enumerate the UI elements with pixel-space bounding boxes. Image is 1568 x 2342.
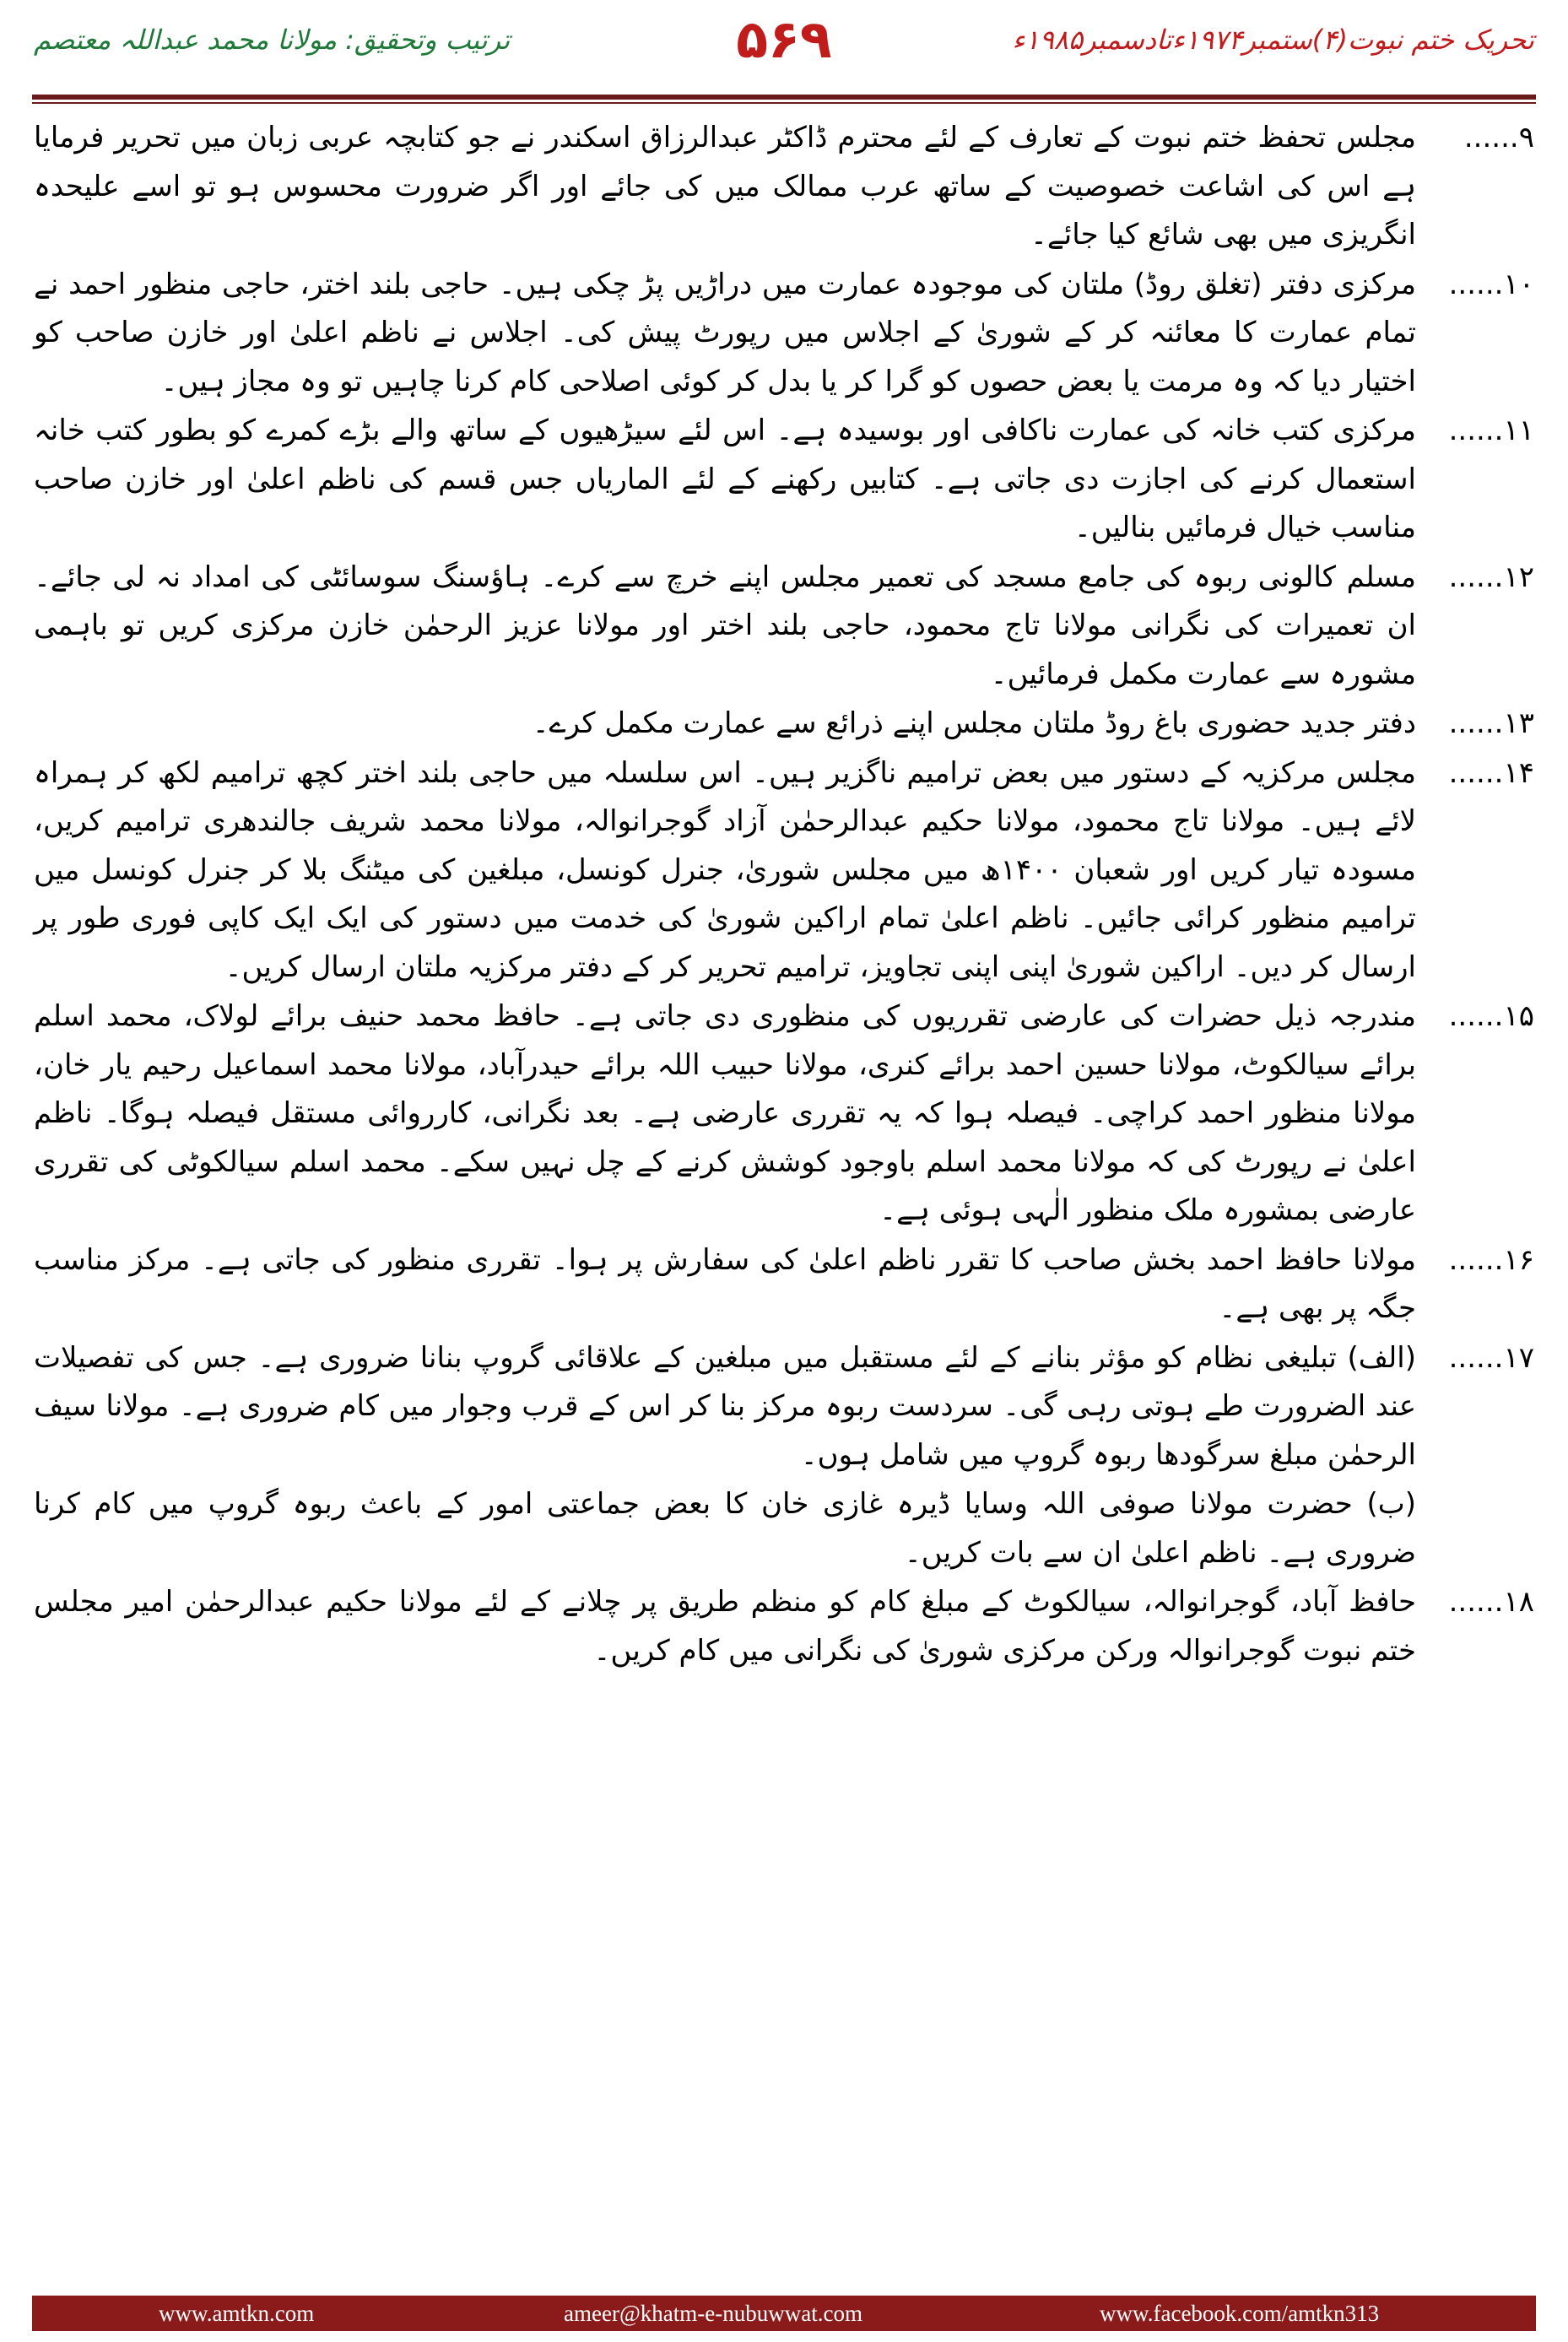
list-item [34,114,1534,260]
page-footer [32,2296,1536,2331]
item-text: مرکزی دفتر (تغلق روڈ) ملتان کی موجودہ عمارت میں دراڑیں پڑ چکی ہیں۔ حاجی بلند اختر، حاجی منظور احمد نے تمام عمارت کا معائنہ کر کے شوریٰ کے اجلاس میں رپورٹ پیش کی۔ اجلاس نے ناظم اعلیٰ اور خازن صاحب کو اختیار دیا کہ وہ مرمت یا بعض حصوں کو گرا کر یا بدل کر کوئی اصلاحی کام کرنا چاہیں تو وہ مجاز ہیں۔ [34,267,1416,398]
item-number: ۱۷...... [1448,1340,1534,1375]
header-divider [32,95,1536,100]
list-item [34,554,1534,700]
item-number: ۱۵...... [1448,999,1534,1033]
header-compiler: ترتیب وتحقیق: مولانا محمد عبداللہ معتصم [34,24,511,56]
header-book-title: تحریک ختم نبوت(۴)ستمبر۱۹۷۴ءتادسمبر۱۹۸۵ء [1012,24,1534,56]
item-text: مسلم کالونی ربوہ کی جامع مسجد کی تعمیر مجلس اپنے خرچ سے کرے۔ ہاؤسنگ سوسائٹی کی امداد نہ لی جائے۔ ان تعمیرات کی نگرانی مولانا تاج محمود، حاجی بلند اختر اور مولانا عزیز الرحمٰن خازن مرکزی کریں تو باہمی مشورہ سے عمارت مکمل فرمائیں۔ [34,560,1416,691]
item-number: ۹...... [1463,121,1534,154]
item-number: ۱۲...... [1448,560,1534,594]
item-number: ۱۰...... [1448,267,1534,301]
item-number: ۱۸...... [1448,1585,1534,1619]
item-text: مندرجہ ذیل حضرات کی عارضی تقرریوں کی منظوری دی جاتی ہے۔ حافظ محمد حنیف برائے لولاک، محمد اسلم برائے سیالکوٹ، مولانا حسین احمد برائے کنری، مولانا حبیب اللہ برائے حیدرآباد، مولانا محمد اسماعیل رحیم یار خان، مولانا منظور احمد کراچی۔ فیصلہ ہوا کہ یہ تقرری عارضی ہے۔ بعد نگرانی، کارروائی مستقل فیصلہ ہوگا۔ ناظم اعلیٰ نے رپورٹ کی کہ مولانا محمد اسلم باوجود کوشش کرنے کے چل نہیں سکے۔ محمد اسلم سیالکوٹی کی تقرری عارضی بمشورہ ملک منظور الٰہی ہوئی ہے۔ [34,999,1416,1227]
item-number: ۱۳...... [1448,706,1534,740]
item-text: مجلس تحفظ ختم نبوت کے تعارف کے لئے محترم ڈاکٹر عبدالرزاق اسکندر نے جو کتابچہ عربی زبان میں تحریر فرمایا ہے اس کی اشاعت خصوصیت کے ساتھ عرب ممالک میں کی جائے اور اگر ضرورت محسوس ہو تو اسے علیحدہ انگریزی میں بھی شائع کیا جائے۔ [34,121,1416,252]
list-item [34,1480,1534,1577]
item-text: حافظ آباد، گوجرانوالہ، سیالکوٹ کے مبلغ کام کو منظم طریق پر چلانے کے لئے مولانا حکیم عبدالرحمٰن امیر مجلس ختم نبوت گوجرانوالہ ورکن مرکزی شوریٰ کی نگرانی میں کام کریں۔ [34,1585,1416,1668]
list-item [34,407,1534,553]
list-item [34,993,1534,1236]
item-text: مرکزی کتب خانہ کی عمارت ناکافی اور بوسیدہ ہے۔ اس لئے سیڑھیوں کے ساتھ والے بڑے کمرے کو بطور کتب خانہ استعمال کرنے کی اجازت دی جاتی ہے۔ کتابیں رکھنے کے لئے الماریاں جس قسم کی ناظم اعلیٰ اور خازن صاحب مناسب خیال فرمائیں بنالیں۔ [34,414,1416,544]
item-number: ۱۱...... [1448,414,1534,447]
item-text: مجلس مرکزیہ کے دستور میں بعض ترامیم ناگزیر ہیں۔ اس سلسلہ میں حاجی بلند اختر کچھ ترامیم لکھ کر ہمراہ لائے ہیں۔ مولانا تاج محمود، مولانا حکیم عبدالرحمٰن آزاد گوجرانوالہ، مولانا محمد شریف جالندھری ترامیم کریں، مسودہ تیار کریں اور شعبان ۱۴۰۰ھ میں مجلس شوریٰ، جنرل کونسل، مبلغین کی میٹنگ بلا کر جنرل کونسل میں ترامیم منظور کرائی جائیں۔ ناظم اعلیٰ تمام اراکین شوریٰ کی خدمت میں دستور کی ایک ایک کاپی فوری طور پر ارسال کر دیں۔ اراکین شوریٰ اپنی اپنی تجاویز، ترامیم تحریر کر کے دفتر مرکزیہ ملتان ارسال کریں۔ [34,755,1416,984]
website-link[interactable]: www.amtkn.com [159,2301,315,2326]
facebook-link[interactable]: www.facebook.com/amtkn313 [1100,2301,1380,2326]
item-text: دفتر جدید حضوری باغ روڈ ملتان مجلس اپنے ذرائع سے عمارت مکمل کرے۔ [532,706,1416,740]
list-item [34,1236,1534,1333]
item-text: مولانا حافظ احمد بخش صاحب کا تقرر ناظم اعلیٰ کی سفارش پر ہوا۔ تقرری منظور کی جاتی ہے۔ مرکز مناسب جگہ پر بھی ہے۔ [34,1242,1416,1325]
page-header [0,0,1568,101]
list-item [34,261,1534,407]
list-item [34,1578,1534,1675]
item-text: (الف) تبلیغی نظام کو مؤثر بنانے کے لئے مستقبل میں مبلغین کے علاقائی گروپ بنانا ضروری ہے۔ جس کی تفصیلات عند الضرورت طے ہوتی رہی گی۔ سردست ربوہ مرکز بنا کر اس کے قرب وجوار میں کام ضروری ہے۔ مولانا سیف الرحمٰن مبلغ سرگودھا ربوہ گروپ میں شامل ہوں۔ [34,1340,1416,1472]
email-link[interactable]: ameer@khatm-e-nubuwwat.com [564,2301,862,2326]
item-text: (ب) حضرت مولانا صوفی اللہ وسایا ڈیرہ غازی خان کا بعض جماعتی امور کے باعث ربوہ گروپ میں کام کرنا ضروری ہے۔ ناظم اعلیٰ ان سے بات کریں۔ [34,1487,1416,1570]
document-body [34,114,1534,2274]
item-number: ۱۶...... [1448,1242,1534,1277]
item-number: ۱۴...... [1448,755,1534,790]
page-number: ۵۶۹ [736,8,832,70]
list-item [34,1334,1534,1480]
header-divider-thin [32,102,1536,104]
list-item [34,700,1534,749]
list-item [34,749,1534,993]
